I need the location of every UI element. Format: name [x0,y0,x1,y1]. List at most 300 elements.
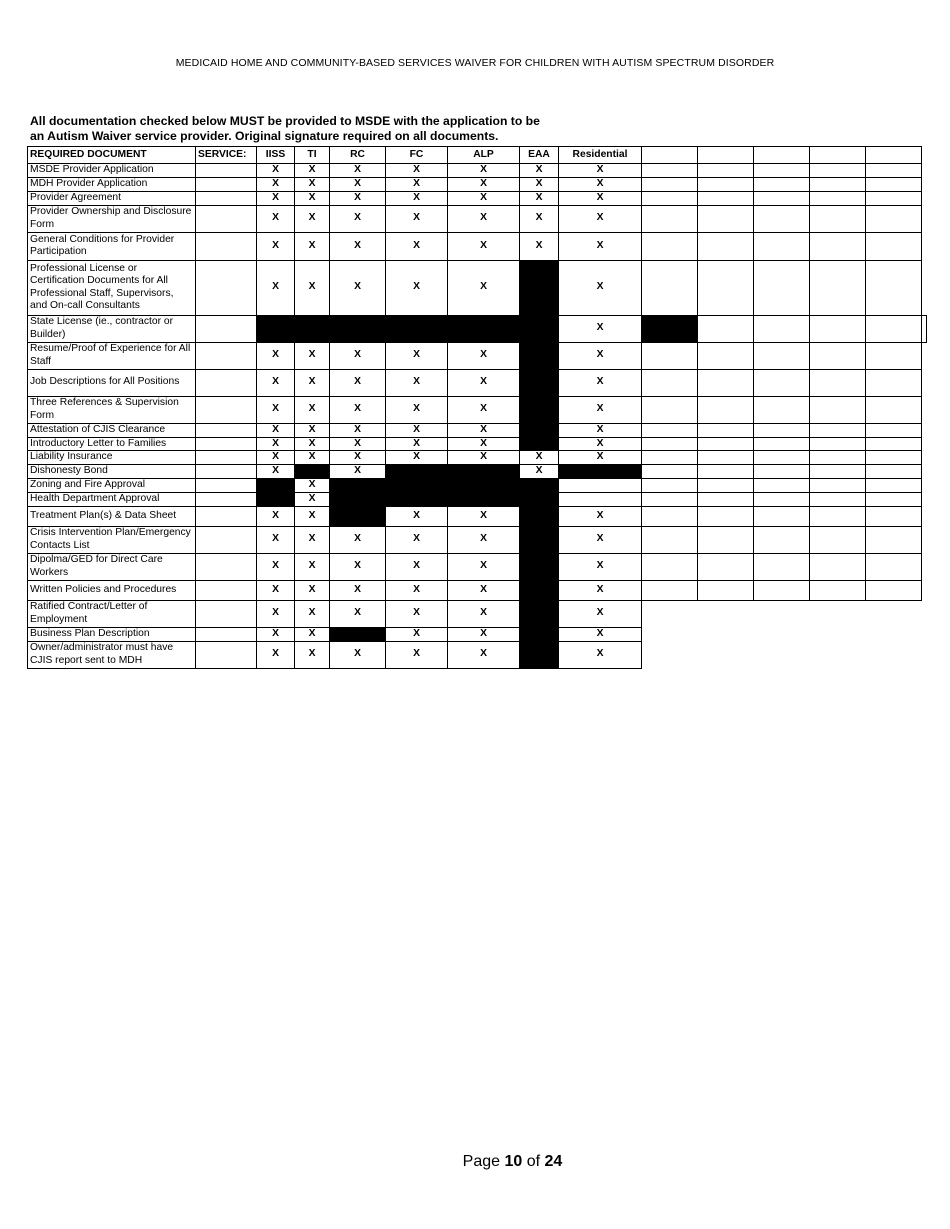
check-mark: X [448,600,520,627]
check-mark: X [559,315,642,342]
check-mark: X [330,580,386,600]
table-row [28,191,927,205]
check-mark: X [330,260,386,315]
blank-cell [754,526,810,553]
blank-cell [754,342,810,369]
page-of: of [526,1153,541,1170]
blank-cell [754,437,810,451]
blank-cell [698,553,754,580]
service-cell [196,342,257,369]
service-cell [196,478,257,492]
shaded-cell [330,627,386,641]
blank-cell [642,396,698,423]
blank-cell [810,205,866,232]
check-mark: X [386,600,448,627]
check-mark: X [520,205,559,232]
check-mark: X [257,437,295,451]
check-mark: X [257,178,295,192]
page-number [0,1153,950,1171]
table-row [28,437,927,451]
check-mark: X [295,437,330,451]
check-mark: X [295,451,330,465]
blank-cell [642,553,698,580]
check-mark: X [330,396,386,423]
blank-cell [754,451,810,465]
check-mark: X [559,526,642,553]
check-mark: X [386,191,448,205]
blank-cell [642,492,698,506]
column-header-rc: RC [330,147,386,164]
blank-cell [866,315,922,342]
page-header-title: MEDICAID HOME AND COMMUNITY-BASED SERVICES WAIVER FOR CHILDREN WITH AUTISM SPECTRUM DISORDER [175,57,775,69]
shaded-cell [520,627,559,641]
blank-cell [642,232,698,260]
empty-cell [559,478,642,492]
service-cell [196,423,257,437]
table-row [28,396,927,423]
blank-cell [866,260,922,315]
check-mark: X [257,205,295,232]
blank-cell [810,396,866,423]
check-mark: X [559,627,642,641]
check-mark: X [448,437,520,451]
table-row [28,315,927,342]
blank-cell [810,191,866,205]
blank-cell [810,232,866,260]
check-mark: X [386,342,448,369]
blank-area [642,641,922,668]
blank-cell [810,164,866,178]
blank-cell [810,451,866,465]
check-mark: X [448,423,520,437]
blank-cell [754,553,810,580]
shaded-cell [520,553,559,580]
blank-cell [810,423,866,437]
check-mark: X [448,506,520,526]
check-mark: X [257,423,295,437]
blank-cell [698,315,754,342]
check-mark: X [330,465,386,479]
check-mark: X [257,526,295,553]
blank-cell [866,369,922,396]
shaded-cell [520,423,559,437]
blank-header-cell [754,147,810,164]
blank-header-cell [698,147,754,164]
column-header-ti: TI [295,147,330,164]
table-row [28,465,927,479]
check-mark: X [386,580,448,600]
total-pages: 24 [544,1153,563,1170]
shaded-cell [330,506,386,526]
instructions-line-1: All documentation checked below MUST be provided to MSDE with the application to be [30,114,540,128]
check-mark: X [330,369,386,396]
blank-cell [810,369,866,396]
blank-cell [810,478,866,492]
check-mark: X [448,396,520,423]
shaded-cell [520,260,559,315]
table-row [28,526,927,553]
check-mark: X [386,553,448,580]
blank-cell [866,164,922,178]
blank-cell [698,506,754,526]
blank-cell [866,205,922,232]
shaded-cell [520,600,559,627]
blank-cell [642,178,698,192]
check-mark: X [257,396,295,423]
check-mark: X [520,164,559,178]
blank-cell [810,315,866,342]
blank-cell [810,526,866,553]
check-mark: X [295,600,330,627]
blank-cell [642,342,698,369]
service-cell [196,627,257,641]
service-cell [196,437,257,451]
service-cell [196,492,257,506]
check-mark: X [448,191,520,205]
service-cell [196,580,257,600]
check-mark: X [330,164,386,178]
check-mark: X [295,396,330,423]
document-name: Provider Ownership and Disclosure Form [28,205,196,232]
document-name: Dishonesty Bond [28,465,196,479]
blank-cell [642,260,698,315]
check-mark: X [295,191,330,205]
check-mark: X [520,451,559,465]
document-name: Crisis Intervention Plan/Emergency Contacts List [28,526,196,553]
blank-cell [698,478,754,492]
column-header-eaa: EAA [520,147,559,164]
service-cell [196,369,257,396]
document-name: Liability Insurance [28,451,196,465]
table-row [28,478,927,492]
table-row [28,164,927,178]
document-name: Owner/administrator must have CJIS report sent to MDH [28,641,196,668]
blank-cell [642,506,698,526]
blank-cell [698,423,754,437]
check-mark: X [559,506,642,526]
blank-cell [642,478,698,492]
table-row [28,627,927,641]
blank-cell [642,164,698,178]
blank-cell [810,553,866,580]
shaded-cell [330,478,559,506]
table-row [28,423,927,437]
column-header-fc: FC [386,147,448,164]
check-mark: X [257,164,295,178]
check-mark: X [448,553,520,580]
check-mark: X [330,178,386,192]
blank-cell [754,315,810,342]
check-mark: X [257,232,295,260]
check-mark: X [386,451,448,465]
shaded-cell [520,369,559,396]
check-mark: X [559,396,642,423]
blank-cell [866,232,922,260]
blank-cell [810,437,866,451]
blank-cell [754,260,810,315]
blank-cell [866,526,922,553]
check-mark: X [386,437,448,451]
document-name: Introductory Letter to Families [28,437,196,451]
document-name: Zoning and Fire Approval [28,478,196,492]
blank-cell [866,396,922,423]
document-name: Resume/Proof of Experience for All Staff [28,342,196,369]
check-mark: X [386,641,448,668]
check-mark: X [448,369,520,396]
check-mark: X [559,600,642,627]
check-mark: X [386,232,448,260]
shaded-cell [520,641,559,668]
check-mark: X [559,437,642,451]
current-page: 10 [504,1153,523,1170]
check-mark: X [559,580,642,600]
table-row [28,232,927,260]
table-row [28,580,927,600]
blank-cell [698,526,754,553]
document-name: Job Descriptions for All Positions [28,369,196,396]
document-name: Business Plan Description [28,627,196,641]
blank-header-cell [810,147,866,164]
blank-cell [698,369,754,396]
document-name: Professional License or Certification Documents for All Professional Staff, Supervisors, and On-call Consultants [28,260,196,315]
check-mark: X [330,342,386,369]
blank-cell [698,205,754,232]
document-name: Health Department Approval [28,492,196,506]
check-mark: X [386,178,448,192]
blank-cell [754,369,810,396]
check-mark: X [386,423,448,437]
blank-cell [754,232,810,260]
table-row [28,641,927,668]
service-cell [196,600,257,627]
check-mark: X [295,627,330,641]
check-mark: X [295,553,330,580]
blank-header-cell [866,147,922,164]
blank-cell [642,437,698,451]
blank-cell [754,178,810,192]
check-mark: X [520,178,559,192]
check-mark: X [257,191,295,205]
blank-cell [754,191,810,205]
check-mark: X [295,260,330,315]
check-mark: X [386,369,448,396]
shaded-cell [257,478,295,506]
blank-cell [754,164,810,178]
table-row [28,205,927,232]
blank-cell [866,437,922,451]
service-cell [196,526,257,553]
blank-cell [810,465,866,479]
service-cell [196,553,257,580]
document-name: Treatment Plan(s) & Data Sheet [28,506,196,526]
blank-cell [642,369,698,396]
check-mark: X [448,451,520,465]
service-cell [196,506,257,526]
blank-cell [698,178,754,192]
blank-cell [698,191,754,205]
service-cell [196,191,257,205]
check-mark: X [295,526,330,553]
check-mark: X [386,627,448,641]
service-cell [196,205,257,232]
check-mark: X [257,580,295,600]
blank-cell [866,492,922,506]
blank-cell [810,580,866,600]
check-mark: X [559,423,642,437]
document-name: Written Policies and Procedures [28,580,196,600]
shaded-cell [642,315,698,342]
check-mark: X [295,178,330,192]
check-mark: X [559,260,642,315]
table-row [28,369,927,396]
check-mark: X [257,627,295,641]
document-name: Attestation of CJIS Clearance [28,423,196,437]
blank-cell [754,492,810,506]
table-row [28,178,927,192]
shaded-cell [520,396,559,423]
blank-cell [866,423,922,437]
document-name: General Conditions for Provider Participation [28,232,196,260]
document-name: Provider Agreement [28,191,196,205]
blank-cell [866,580,922,600]
check-mark: X [330,437,386,451]
blank-cell [698,396,754,423]
table-row [28,451,927,465]
shaded-cell [520,506,559,526]
blank-cell [810,178,866,192]
check-mark: X [559,205,642,232]
check-mark: X [559,164,642,178]
check-mark: X [448,526,520,553]
check-mark: X [448,641,520,668]
check-mark: X [559,342,642,369]
check-mark: X [295,641,330,668]
table-row [28,260,927,315]
check-mark: X [559,191,642,205]
document-name: Three References & Supervision Form [28,396,196,423]
blank-cell [698,232,754,260]
check-mark: X [330,526,386,553]
check-mark: X [520,465,559,479]
check-mark: X [330,600,386,627]
check-mark: X [559,451,642,465]
table-row [28,506,927,526]
blank-cell [866,191,922,205]
instructions [30,114,730,144]
blank-cell [698,451,754,465]
blank-cell [810,492,866,506]
shaded-cell [520,580,559,600]
check-mark: X [330,641,386,668]
service-cell [196,315,257,342]
check-mark: X [257,553,295,580]
check-mark: X [295,342,330,369]
check-mark: X [295,492,330,506]
blank-area [642,627,922,641]
check-mark: X [386,164,448,178]
check-mark: X [257,342,295,369]
service-cell [196,178,257,192]
blank-cell [754,423,810,437]
blank-cell [698,465,754,479]
blank-cell [810,506,866,526]
blank-cell [642,451,698,465]
blank-cell [698,492,754,506]
check-mark: X [559,232,642,260]
blank-cell [754,478,810,492]
check-mark: X [386,205,448,232]
service-cell [196,451,257,465]
blank-cell [698,437,754,451]
blank-cell [866,478,922,492]
check-mark: X [257,600,295,627]
blank-cell [866,553,922,580]
blank-cell [642,191,698,205]
blank-cell [810,260,866,315]
blank-cell [754,506,810,526]
check-mark: X [295,580,330,600]
check-mark: X [448,178,520,192]
blank-cell [754,580,810,600]
shaded-cell [520,342,559,369]
blank-cell [754,205,810,232]
check-mark: X [257,641,295,668]
check-mark: X [330,191,386,205]
blank-cell [698,164,754,178]
check-mark: X [295,369,330,396]
shaded-cell [520,526,559,553]
document-name: Ratified Contract/Letter of Employment [28,600,196,627]
check-mark: X [295,478,330,492]
blank-cell [642,205,698,232]
check-mark: X [257,465,295,479]
blank-cell [642,526,698,553]
required-documents-table [27,146,927,669]
check-mark: X [295,506,330,526]
check-mark: X [386,526,448,553]
check-mark: X [295,423,330,437]
column-header-residential: Residential [559,147,642,164]
empty-cell [559,492,642,506]
blank-cell [698,580,754,600]
blank-cell [866,178,922,192]
check-mark: X [257,369,295,396]
check-mark: X [257,506,295,526]
blank-area [642,600,922,627]
check-mark: X [520,191,559,205]
shaded-cell [386,465,520,479]
blank-cell [922,315,927,342]
check-mark: X [330,205,386,232]
check-mark: X [330,553,386,580]
blank-cell [698,260,754,315]
check-mark: X [448,260,520,315]
blank-cell [866,465,922,479]
check-mark: X [295,205,330,232]
check-mark: X [330,451,386,465]
shaded-cell [520,437,559,451]
check-mark: X [386,506,448,526]
check-mark: X [559,553,642,580]
check-mark: X [386,260,448,315]
document-name: MSDE Provider Application [28,164,196,178]
shaded-cell [295,465,330,479]
check-mark: X [448,342,520,369]
instructions-line-2: an Autism Waiver service provider. Original signature required on all documents. [30,129,499,143]
blank-cell [698,342,754,369]
check-mark: X [257,260,295,315]
blank-header-cell [642,147,698,164]
